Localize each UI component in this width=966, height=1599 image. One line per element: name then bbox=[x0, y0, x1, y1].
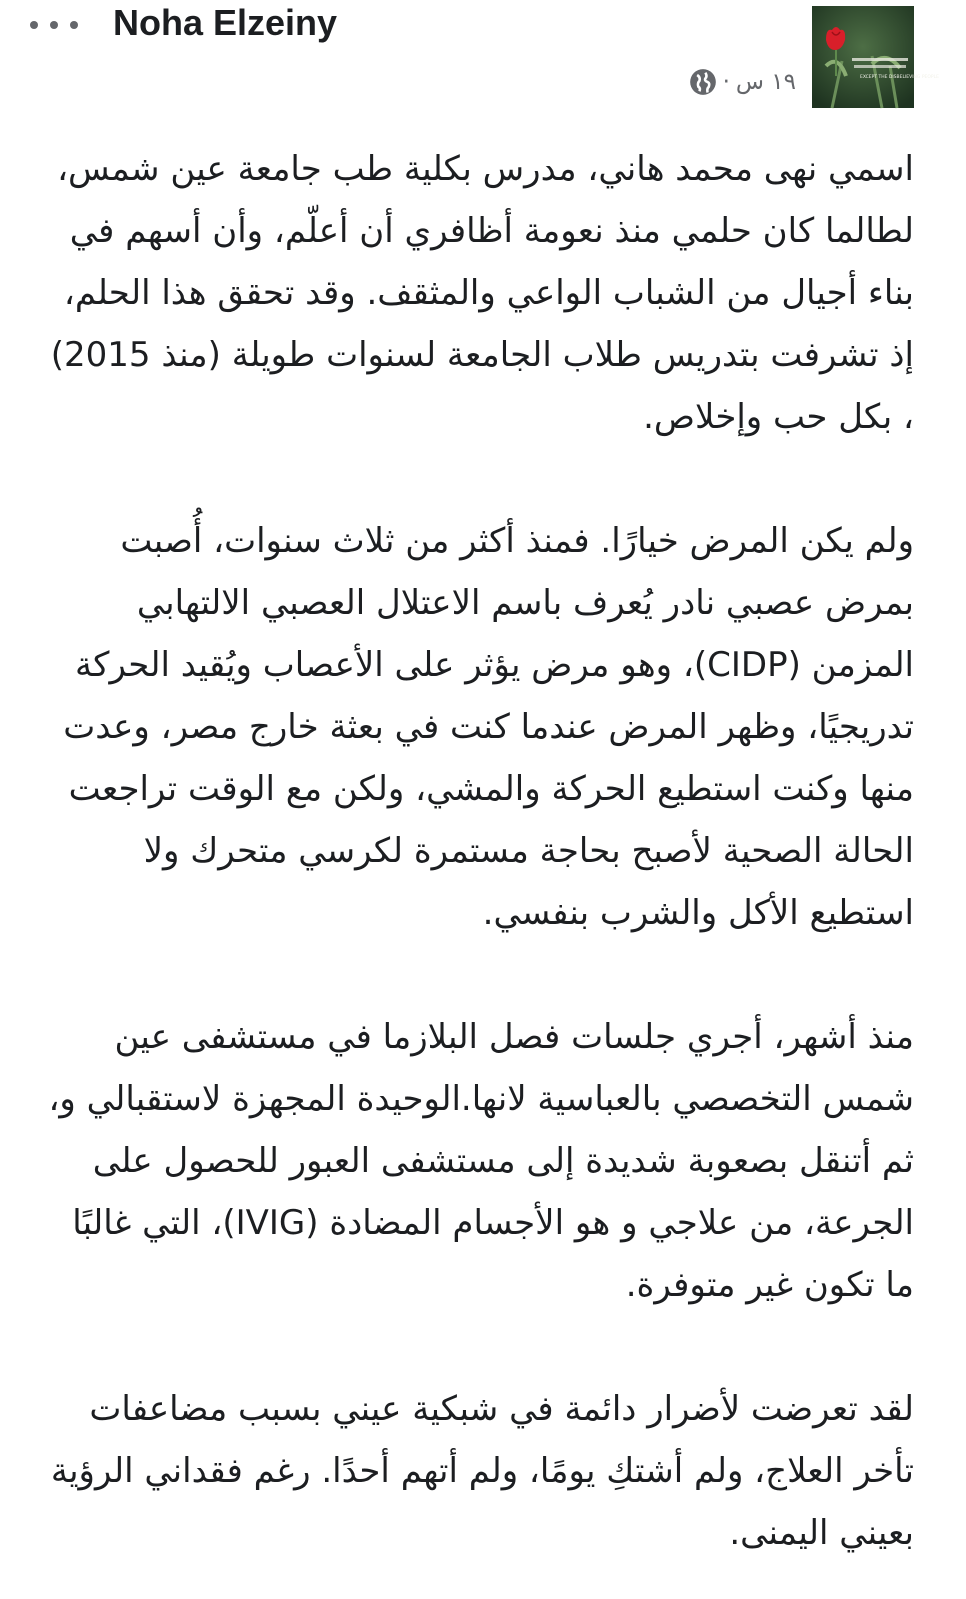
globe-icon bbox=[689, 68, 717, 96]
post-paragraph: لقد تعرضت لأضرار دائمة في شبكية عيني بسبب مضاعفات تأخر العلاج، ولم أشتكِ يومًا، ولم أتهم أحدًا. رغم فقداني الرؤية بعيني اليمنى. bbox=[50, 1389, 914, 1553]
more-horiz-icon bbox=[30, 21, 38, 29]
meta-separator: · bbox=[722, 69, 730, 95]
more-options-button[interactable] bbox=[30, 14, 90, 36]
post-paragraph: منذ أشهر، أجري جلسات فصل البلازما في مستشفى عين شمس التخصصي بالعباسية لانها.الوحيدة المجهزة لاستقبالي و، ثم أتنقل بصعوبة شديدة إلى مستشفى العبور للحصول على الجرعة، من علاجي و هو الأجسام المضادة (IVIG)، التي غالبًا ما تكون غير متوفرة. bbox=[48, 1017, 914, 1305]
avatar-caption: EXCEPT THE DISBELIEVING PEOPLE bbox=[860, 75, 939, 80]
post-paragraph: اسمي نهى محمد هاني، مدرس بكلية طب جامعة عين شمس، لطالما كان حلمي منذ نعومة أظافري أن أعلّم، وأن أسهم في بناء أجيال من الشباب الواعي والمثقف. وقد تحقق هذا الحلم، إذ تشرفت بتدريس طلاب الجامعة لسنوات طويلة (منذ 2015) ، بكل حب وإخلاص. bbox=[50, 149, 914, 437]
paragraph-spacer bbox=[34, 1316, 914, 1378]
post-meta bbox=[666, 62, 796, 102]
avatar[interactable] bbox=[812, 6, 939, 108]
avatar-image bbox=[812, 6, 939, 108]
more-dot bbox=[70, 21, 78, 29]
post-body bbox=[34, 138, 914, 1564]
post-paragraph: ولم يكن المرض خيارًا. فمنذ أكثر من ثلاث سنوات، أُصبت بمرض عصبي نادر يُعرف باسم الاعتلال العصبي الالتهابي المزمن (CIDP)، وهو مرض يؤثر على الأعصاب ويُقيد الحركة تدريجيًا، وظهر المرض عندما كنت في بعثة خارج مصر، وعدت منها وكنت استطيع الحركة والمشي، ولكن مع الوقت تراجعت الحالة الصحية لأصبح بحاجة مستمرة لكرسي متحرك ولا استطيع الأكل والشرب بنفسي. bbox=[63, 521, 914, 933]
author-name[interactable]: Noha Elzeiny bbox=[113, 2, 338, 43]
paragraph-spacer bbox=[34, 944, 914, 1006]
timestamp[interactable]: ١٩ س bbox=[735, 69, 796, 95]
more-dot bbox=[50, 21, 58, 29]
paragraph-spacer bbox=[34, 448, 914, 510]
post-header bbox=[0, 0, 966, 110]
